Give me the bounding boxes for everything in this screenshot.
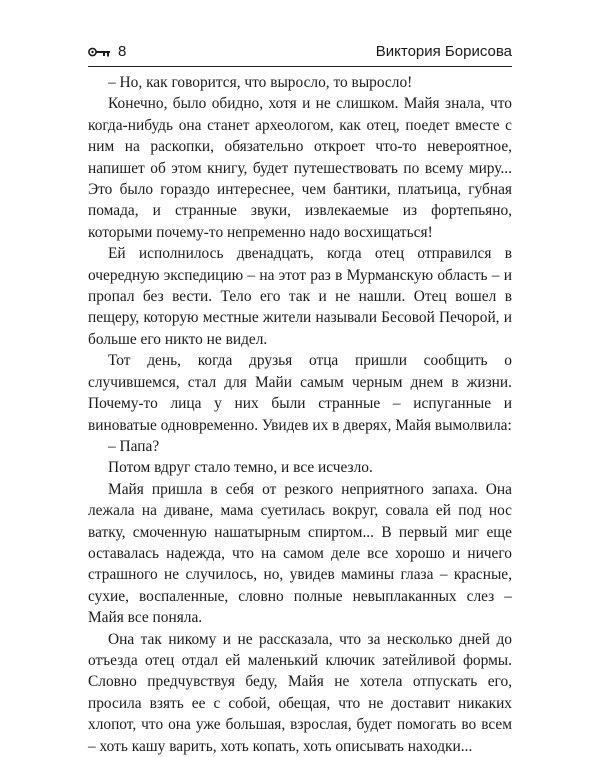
- key-icon: [88, 46, 112, 58]
- body-text: [88, 72, 512, 757]
- page-number: 8: [118, 43, 127, 60]
- author-name: Виктория Борисова: [375, 43, 512, 60]
- paragraph: Ей исполнилось двенадцать, когда отец отправился в очередную экспедицию – на этот раз в Мурманскую область – и пропал без вести. Тело его так и не нашли. Отец вошел в пещеру, которую местные жители называли Бесовой Печорой, и больше его никто не видел.: [88, 245, 512, 348]
- header-rule: [88, 66, 512, 67]
- paragraph: Тот день, когда друзья отца пришли сообщить о случившемся, стал для Майи самым черным днем в жизни. Почему-то лица у них были странные – испуганные и виноватые одновременно. Увидев их в дверях, Майя вымолвила:: [88, 352, 512, 434]
- paragraph: Конечно, было обидно, хотя и не слишком. Майя знала, что когда-нибудь она станет археологом, как отец, поедет вместе с ним на раскопки, обязательно откроет что-то невероятное, напишет об этом книгу, будет путешествовать по всему миру... Это было гораздо интереснее, чем бантики, платьица, губная помада, и странные звуки, извлекаемые из фортепьяно, которыми почему-то непременно надо восхищаться!: [88, 95, 512, 241]
- running-header: [88, 42, 512, 64]
- paragraph: Майя пришла в себя от резкого неприятного запаха. Она лежала на диване, мама суетилась вокруг, совала ей под нос ватку, смоченную нашатырным спиртом... В первый миг еще оставалась надежда, что на самом деле все хорошо и ничего страшного не случилось, но, увидев мамины глаза – красные, сухие, воспаленные, словно полные невыплаканных слез – Майя все поняла.: [88, 480, 512, 627]
- paragraph: Потом вдруг стало темно, и все исчезло.: [108, 459, 373, 477]
- paragraph: – Но, как говорится, что выросло, то выросло!: [108, 74, 413, 91]
- paragraph: – Папа?: [108, 437, 160, 455]
- paragraph: Она так никому и не рассказала, что за несколько дней до отъезда отец отдал ей маленький ключик затейливой формы. Словно предчувствуя беду, Майя не хотела отпускать его, просила взять ее с собой, обещая, что не доставит никаких хлопот, что она уже большая, взрослая, будет помогать во всем – хоть кашу варить, хоть копать, хоть описывать находки...: [88, 630, 512, 755]
